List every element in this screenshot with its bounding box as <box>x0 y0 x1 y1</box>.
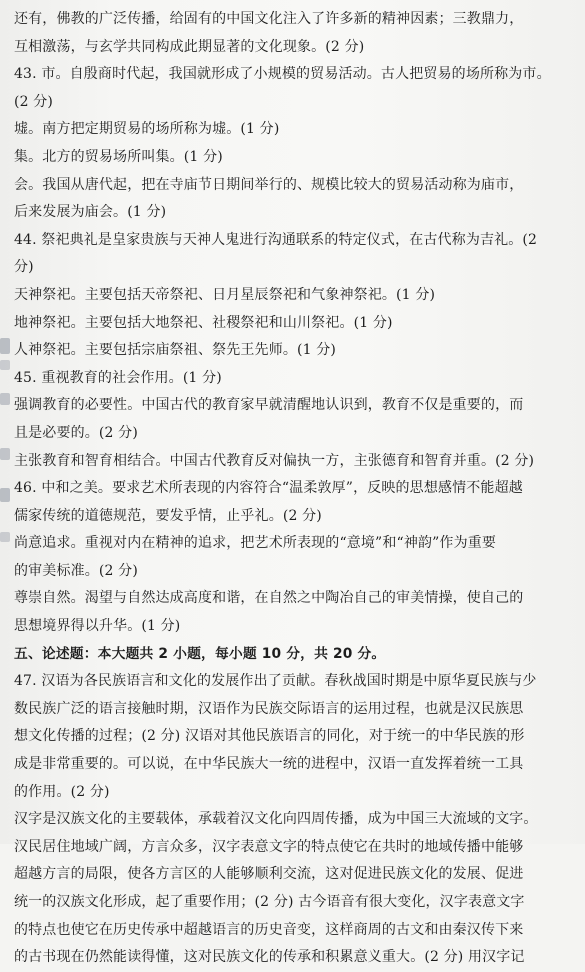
paragraph <box>14 116 567 144</box>
paragraph <box>14 6 567 61</box>
text-line: 47. 汉语为各民族语言和文化的发展作出了贡献。春秋战国时期是中原华夏民族与少 <box>14 673 537 690</box>
text-line: 还有，佛教的广泛传播，给固有的中国文化注入了许多新的精神因素；三教鼎力， <box>14 11 524 27</box>
paragraph <box>14 448 567 476</box>
text-line: 尊崇自然。渴望与自然达成高度和谐，在自然之中陶冶自己的审美情操，使自己的 <box>14 590 524 607</box>
paragraph <box>14 585 567 640</box>
text-line: (2 分) <box>14 93 54 110</box>
highlight-mark <box>0 488 10 502</box>
text-line: 汉字是汉族文化的主要载体，承载着汉文化向四周传播，成为中国三大流域的文字。 <box>14 811 538 828</box>
paragraph <box>14 144 567 172</box>
highlight-mark <box>0 448 10 460</box>
paragraph <box>14 61 567 116</box>
text-line: 统一的汉族文化形成，起了重要作用；(2 分) 古今语音有很大变化，汉字表意文字 <box>14 894 525 910</box>
section-heading <box>14 641 567 669</box>
highlight-mark <box>0 532 10 542</box>
paragraph <box>14 530 567 585</box>
paragraph <box>14 172 567 227</box>
text-line: 数民族广泛的语言接触时期，汉语作为民族交际语言的运用过程，也就是汉民族思 <box>14 700 524 717</box>
text-line: 45. 重视教育的社会作用。(1 分) <box>14 369 222 386</box>
highlight-mark <box>0 360 10 370</box>
highlight-mark <box>0 338 10 354</box>
text-line: 集。北方的贸易场所叫集。(1 分) <box>14 148 223 165</box>
text-line: 后来发展为庙会。(1 分) <box>14 204 167 221</box>
text-line: 43. 市。自殷商时代起，我国就形成了小规模的贸易活动。古人把贸易的场所称为市。 <box>14 66 551 83</box>
paragraph <box>14 365 567 393</box>
paragraph <box>14 475 567 530</box>
paragraph <box>14 337 567 365</box>
paragraph <box>14 806 567 972</box>
text-line: 的审美标准。(2 分) <box>14 562 138 579</box>
text-line: 46. 中和之美。要求艺术所表现的内容符合“温柔敦厚”，反映的思想感情不能超越 <box>14 480 523 497</box>
text-line: 的作用。(2 分) <box>14 783 110 800</box>
text-line: 互相激荡，与玄学共同构成此期显著的文化现象。(2 分) <box>14 38 365 55</box>
paragraph <box>14 668 567 806</box>
text-line: 主张教育和智育相结合。中国古代教育反对偏执一方，主张德育和智育并重。(2 分) <box>14 452 535 469</box>
paragraph <box>14 227 567 282</box>
paragraph <box>14 282 567 310</box>
text-line: 人神祭祀。主要包括宗庙祭祖、祭先王先师。(1 分) <box>14 342 337 359</box>
text-line: 思想境界得以升华。(1 分) <box>14 618 181 635</box>
text-line: 尚意追求。重视对内在精神的追求，把艺术所表现的“意境”和“神韵”作为重要 <box>14 535 497 552</box>
text-line: 强调教育的必要性。中国古代的教育家早就清醒地认识到，教育不仅是重要的，而 <box>14 397 524 414</box>
paragraph <box>14 310 567 338</box>
text-line: 汉民居住地域广阔，方言众多，汉字表意文字的特点使它在共时的地域传播中能够 <box>14 838 524 855</box>
text-line: 想文化传播的过程；(2 分) 汉语对其他民族语言的同化，对于统一的中华民族的形 <box>14 728 525 745</box>
text-line: 儒家传统的道德规范，要发乎情，止乎礼。(2 分) <box>14 507 322 524</box>
text-line: 墟。南方把定期贸易的场所称为墟。(1 分) <box>14 121 280 138</box>
text-line: 地神祭祀。主要包括大地祭祀、社稷祭祀和山川祭祀。(1 分) <box>14 314 393 331</box>
text-line: 天神祭祀。主要包括天帝祭祀、日月星辰祭祀和气象神祭祀。(1 分) <box>14 286 436 303</box>
text-line: 会。我国从唐代起，把在寺庙节日期间举行的、规模比较大的贸易活动称为庙市， <box>14 176 524 193</box>
text-line: 且是必要的。(2 分) <box>14 424 138 441</box>
paragraph <box>14 392 567 447</box>
text-line: 超越方言的局限，使各方言区的人能够顺利交流，这对促进民族文化的发展、促进 <box>14 866 524 883</box>
highlight-mark <box>0 393 10 405</box>
text-line: 44. 祭祀典礼是皇家贵族与天神人鬼进行沟通联系的特定仪式，在古代称为吉礼。(2 <box>14 231 538 248</box>
text-line: 的特点也使它在历史传承中超越语言的历史音变，这样商周的古文和由秦汉传下来 <box>14 921 524 938</box>
text-line: 的古书现在仍然能读得懂，这对民族文化的传承和积累意义重大。(2 分) 用汉字记 <box>14 949 525 966</box>
text-line: 分) <box>14 259 34 276</box>
answer-text <box>14 6 567 972</box>
text-line: 成是非常重要的。可以说，在中华民族大一统的进程中，汉语一直发挥着统一工具 <box>14 756 524 773</box>
text-line: 五、论述题：本大题共 2 小题，每小题 10 分，共 20 分。 <box>14 645 386 662</box>
